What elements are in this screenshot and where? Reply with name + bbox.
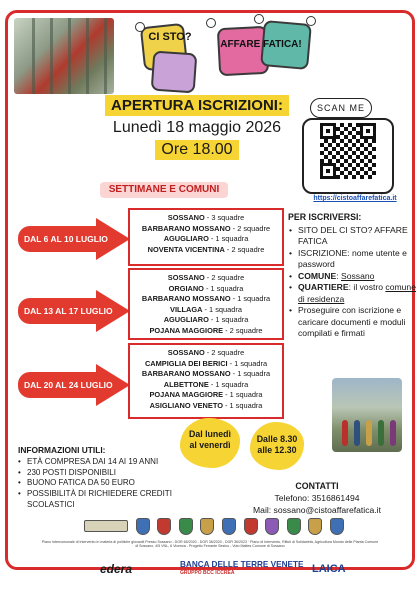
volunteers-photo bbox=[332, 378, 402, 452]
list-item: • SITO DEL CI STO? AFFARE FATICA bbox=[288, 225, 416, 248]
list-item: BARBARANO MOSSANO - 1 squadra bbox=[141, 369, 271, 379]
list-item: • BUONO FATICA DA 50 EURO bbox=[18, 478, 193, 489]
week-label: DAL 13 AL 17 LUGLIO bbox=[24, 306, 113, 316]
sponsors bbox=[80, 558, 380, 582]
stick-figure-icon bbox=[206, 18, 216, 28]
crest-icon bbox=[265, 518, 279, 535]
list-item: • QUARTIERE: il vostro comune di residenza bbox=[288, 282, 416, 305]
list-item: SOSSANO - 2 squadre bbox=[167, 273, 245, 282]
list-item: SOSSANO - 2 squadre bbox=[167, 348, 245, 357]
list-item: AGUGLIARO - 1 squadra bbox=[163, 234, 249, 244]
list-item: • Proseguire con iscrizione e caricare documenti e moduli compilati e firmati bbox=[288, 305, 416, 340]
week-arrow-1 bbox=[18, 218, 128, 260]
crest-icon bbox=[179, 518, 193, 535]
list-item: • ISCRIZIONE: nome utente e password bbox=[288, 248, 416, 271]
list-item: POJANA MAGGIORE - 1 squadra bbox=[149, 390, 263, 400]
info-title: INFORMAZIONI UTILI: bbox=[18, 445, 106, 455]
registration-title: PER ISCRIVERSI: bbox=[288, 212, 362, 222]
list-item: AGUGLIARO - 1 squadra bbox=[163, 315, 249, 325]
opening-time: Ore 18.00 bbox=[155, 140, 238, 160]
list-item: • ETÀ COMPRESA DAI 14 AI 19 ANNI bbox=[18, 457, 193, 468]
registration-steps bbox=[288, 212, 416, 340]
crest-icon bbox=[157, 518, 171, 535]
week-box-3 bbox=[128, 343, 284, 419]
list-item: • 230 POSTI DISPONIBILI bbox=[18, 468, 193, 479]
list-item: CAMPIGLIA DEI BERICI - 1 squadra bbox=[144, 358, 268, 368]
sponsor-banca: BANCA DELLE TERRE VENETE GRUPPO BCC ICCREA bbox=[180, 560, 304, 576]
logo-icon bbox=[84, 520, 128, 532]
crest-icon bbox=[136, 518, 150, 535]
contacts bbox=[222, 480, 412, 516]
week-arrow-2 bbox=[18, 290, 128, 332]
crest-icon bbox=[308, 518, 322, 535]
list-item: POJANA MAGGIORE - 2 squadre bbox=[149, 325, 263, 335]
municipality-logos bbox=[84, 516, 344, 536]
list-item: SOSSANO - 3 squadre bbox=[167, 213, 245, 222]
sponsor-edera: edera bbox=[100, 562, 133, 576]
scan-me-bubble: SCAN ME bbox=[310, 98, 372, 118]
stick-figure-icon bbox=[306, 16, 316, 26]
sponsor-laica: LAICA bbox=[312, 563, 346, 575]
crest-icon bbox=[200, 518, 214, 535]
list-item: • COMUNE: Sossano bbox=[288, 271, 416, 283]
list-item: NOVENTA VICENTINA - 2 squadre bbox=[147, 244, 265, 254]
list-item: • POSSIBILITÀ DI RICHIEDERE CREDITI SCOLASTICI bbox=[18, 489, 193, 511]
kids-photo bbox=[14, 18, 114, 94]
week-box-2 bbox=[128, 268, 284, 340]
title-block bbox=[92, 95, 302, 160]
crest-icon bbox=[244, 518, 258, 535]
weeks-section-label: SETTIMANE E COMUNI bbox=[100, 182, 228, 198]
page-title: APERTURA ISCRIZIONI: bbox=[105, 95, 289, 116]
week-box-1 bbox=[128, 208, 284, 266]
puzzle-piece-purple bbox=[151, 51, 198, 94]
list-item: BARBARANO MOSSANO - 1 squadra bbox=[141, 294, 271, 304]
list-item: BARBARANO MOSSANO - 2 squadre bbox=[141, 223, 271, 233]
week-label: DAL 20 AL 24 LUGLIO bbox=[24, 380, 113, 390]
list-item: ASIGLIANO VENETO - 1 squadra bbox=[149, 400, 263, 410]
days-badge: Dal lunedì al venerdì bbox=[180, 418, 240, 468]
week-label: DAL 6 AL 10 LUGLIO bbox=[24, 234, 108, 244]
list-item: VILLAGA - 1 squadra bbox=[170, 304, 242, 314]
stick-figure-icon bbox=[135, 22, 145, 32]
week-arrow-3 bbox=[18, 364, 128, 406]
opening-date: Lunedì 18 maggio 2026 bbox=[112, 119, 282, 136]
logo-affare-fatica: AFFARE FATICA! bbox=[220, 39, 302, 50]
email-address[interactable]: Mail: sossano@cistoaffarefatica.it bbox=[253, 505, 381, 515]
list-item: ORGIANO - 1 squadra bbox=[168, 283, 244, 293]
useful-info bbox=[18, 445, 193, 511]
site-link[interactable]: https://cistoaffarefatica.it bbox=[313, 195, 397, 202]
crest-icon bbox=[330, 518, 344, 535]
fine-print: Piano Intercomunale di Intervento in materia di politiche giovanili Presso Sossano - DGR 65/2020 - DGR 36/2020 - DGR 36/2023 · Piano di Intervento, Rifiuti di Solidarietà, Agricoltura Mondo delle Pianta Comune di Sossano, 4/5 VNL, 6 Vicenza - Progetto Ferrante Sesino - Voto Mattes Comune di Sossano bbox=[41, 540, 379, 549]
phone-number[interactable]: Telefono: 3516861494 bbox=[274, 493, 360, 503]
crest-icon bbox=[222, 518, 236, 535]
hours-badge: Dalle 8.30 alle 12.30 bbox=[250, 422, 304, 470]
contacts-title: CONTATTI bbox=[295, 481, 339, 491]
crest-icon bbox=[287, 518, 301, 535]
stick-figure-icon bbox=[254, 14, 264, 24]
list-item: ALBETTONE - 1 squadra bbox=[163, 379, 249, 389]
logo-ci-sto: CI STO? bbox=[148, 31, 192, 43]
